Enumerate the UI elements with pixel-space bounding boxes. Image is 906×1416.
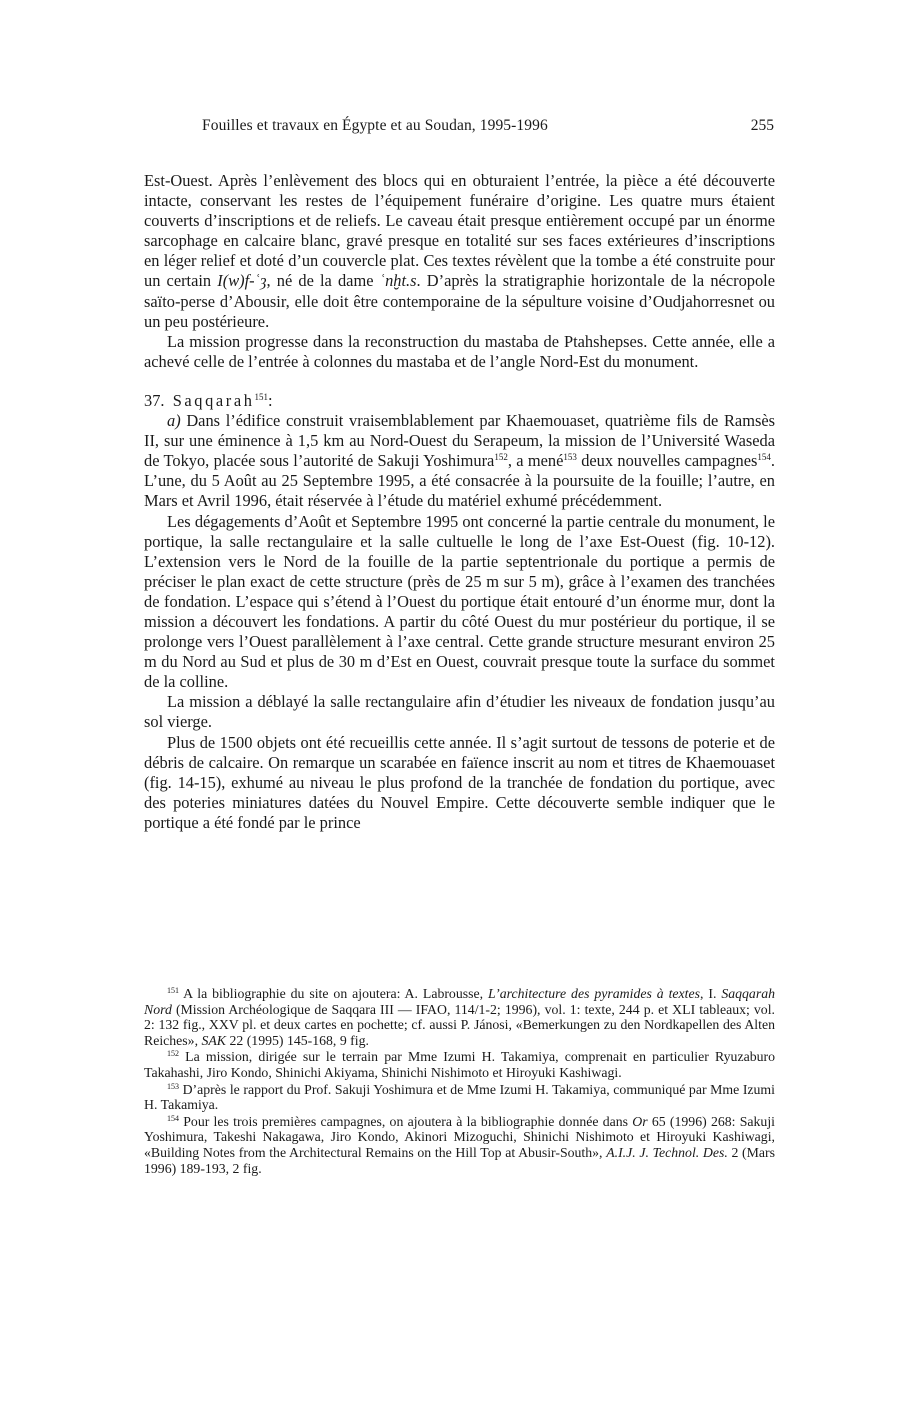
footnote-number: 154 bbox=[167, 1113, 179, 1123]
footnote-number: 152 bbox=[167, 1049, 179, 1059]
section-title: Saqqarah bbox=[172, 390, 255, 410]
paragraph-1 bbox=[144, 171, 775, 332]
footnote-text: D’après le rapport du Prof. Sakuji Yoshimura et de Mme Izumi H. Takamiya, communiqué par Mme Izumi H. Takamiya. bbox=[144, 1081, 775, 1113]
page-number: 255 bbox=[750, 117, 774, 134]
footnote-151 bbox=[144, 986, 775, 1048]
journal-title: A.I.J. J. Technol. Des. bbox=[606, 1144, 728, 1160]
footnote-text: La mission, dirigée sur le terrain par Mme Izumi H. Takamiya, comprenait en particulier Ryuzaburo Takahashi, Jiro Kondo, Shinichi Akiyama, Shinichi Nishimoto et Hiroyuki Kashiwagi. bbox=[144, 1049, 775, 1080]
section-colon: : bbox=[268, 390, 273, 410]
footnote-text: 22 (1995) 145-168, 9 fig. bbox=[226, 1032, 369, 1048]
running-title: Fouilles et travaux en Égypte et au Soudan, 1995-1996 bbox=[202, 117, 548, 134]
footnote-text: (Mission Archéologique de Saqqara III — IFAO, 114/1-2; 1996), vol. 1: texte, 244 p. et XLI tableaux; vol. 2: 132 fig., XXV pl. et deux cartes en pochette; cf. aussi P. Jánosi, «Bemerkungen zu den Nordkapellen des Alten Reiches», bbox=[144, 1001, 775, 1048]
footnote-text: 65 (1996) 268: Sakuji Yoshimura, Takeshi Nakagawa, Jiro Kondo, Akinori Mizoguchi, Shinichi Nishimoto et Hiroyuki Kashiwagi, «Building Notes from the Architectural Remains on the Hill Top at Abusir-South», bbox=[144, 1113, 775, 1160]
book-subtitle: Saqqarah Nord bbox=[144, 986, 775, 1017]
footnote-text: A la bibliographie du site on ajoutera: A. Labrousse, bbox=[179, 986, 488, 1001]
footnotes bbox=[144, 986, 775, 1177]
footnote-ref-152[interactable]: 152 bbox=[494, 452, 508, 463]
paragraph-5: La mission a déblayé la salle rectangulaire afin d’étudier les niveaux de fondation jusqu’au sol vierge. bbox=[144, 692, 775, 732]
paragraph-6: Plus de 1500 objets ont été recueillis cette année. Il s’agit surtout de tessons de poterie et de débris de calcaire. On remarque un scarabée en faïence inscrit au nom et titres de Khaemouaset (fig. 14-15), exhumé au niveau le plus profond de la tranchée de fondation du portique, avec des poteries miniatures datées du Nouvel Empire. Cette découverte semble indiquer que le portique a été fondé par le prince bbox=[144, 732, 775, 832]
footnote-number: 153 bbox=[167, 1081, 179, 1091]
paragraph-3-text-b: , a mené bbox=[507, 451, 564, 471]
footnote-154 bbox=[144, 1114, 775, 1176]
footnote-152 bbox=[144, 1049, 775, 1080]
footnote-153 bbox=[144, 1082, 775, 1113]
body-text bbox=[144, 171, 775, 833]
section-heading bbox=[144, 391, 775, 411]
paragraph-3-text-d: . L’une, du 5 Août au 25 Septembre 1995, a été consacrée à la poursuite de la fouille; l’autre, en Mars et Avril 1996, était réservée à l’étude du matériel exhumé précédemment. bbox=[144, 451, 775, 511]
paragraph-3-text-c: deux nouvelles campagnes bbox=[576, 451, 758, 471]
footnote-ref-154[interactable]: 154 bbox=[757, 452, 771, 463]
subsection-label: a) bbox=[167, 411, 181, 431]
footnote-text: , I. bbox=[699, 986, 722, 1001]
footnote-text: Pour les trois premières campagnes, on ajoutera à la bibliographie donnée dans bbox=[179, 1113, 633, 1129]
paragraph-3 bbox=[144, 411, 775, 511]
paragraph-2: La mission progresse dans la reconstruction du mastaba de Ptahshepses. Cette année, elle a achevé celle de l’entrée à colonnes du mastaba et de l’angle Nord-Est du monument. bbox=[144, 331, 775, 371]
paragraph-4: Les dégagements d’Août et Septembre 1995 ont concerné la partie centrale du monument, le portique, la salle rectangulaire et la salle cultuelle le long de l’axe Est-Ouest (fig. 10-12). L’extension vers le Nord de la fouille de la partie septentrionale du portique a permis de préciser le plan exact de cette structure (près de 25 m sur 5 m), grâce à l’examen des tranchées de fondation. L’espace qui s’étend à l’Ouest du portique était entouré d’un énorme mur, dont la mission a découvert les fondations. A partir du côté Ouest du mur postérieur du portique, il se prolonge vers l’Ouest parallèlement à l’axe central. Cette grande structure mesurant environ 25 m du Nord au Sud et plus de 30 m d’Est en Ouest, couvrait presque toute la surface du sommet de la colline. bbox=[144, 511, 775, 692]
book-title: L’architecture des pyramides à textes bbox=[487, 986, 700, 1001]
journal-title: SAK bbox=[201, 1032, 227, 1048]
mother-name: ʿnḫt.s bbox=[379, 271, 417, 291]
footnote-number: 151 bbox=[167, 986, 179, 995]
person-name: I(w)f-ʿȝ bbox=[217, 271, 267, 291]
paragraph-1-mid: , né de la dame bbox=[266, 271, 380, 291]
paragraph-1-text: Est-Ouest. Après l’enlèvement des blocs qui en obturaient l’entrée, la pièce a été découverte intacte, conservant les restes de l’équipement funéraire d’origine. Les quatre murs étaient couverts d’inscriptions et de reliefs. Le caveau était presque entièrement occupé par un énorme sarcophage en calcaire blanc, gravé presque en totalité sur ses faces extérieures d’inscriptions en léger relief et doté d’un couvercle plat. Ces textes révèlent que la tombe a été construite pour un certain bbox=[144, 171, 775, 291]
journal-title: Or bbox=[632, 1113, 648, 1129]
footnote-ref-151[interactable]: 151 bbox=[254, 391, 268, 402]
footnote-text: 2 (Mars 1996) 189-193, 2 fig. bbox=[144, 1144, 776, 1176]
section-number: 37. bbox=[144, 390, 165, 410]
footnote-ref-153[interactable]: 153 bbox=[563, 452, 577, 463]
paragraph-3-text-a: Dans l’édifice construit vraisemblablement par Khaemouaset, quatrième fils de Ramsès II, sur une éminence à 1,5 km au Nord-Ouest du Serapeum, la mission de l’Université Waseda de Tokyo, placée sous l’autorité de Sakuji Yoshimura bbox=[144, 411, 775, 471]
paragraph-1-end: . D’après la stratigraphie horizontale de la nécropole saïto-perse d’Abousir, elle doit être contemporaine de la sépulture voisine d’Oudjahorresnet ou un peu postérieure. bbox=[144, 271, 775, 331]
